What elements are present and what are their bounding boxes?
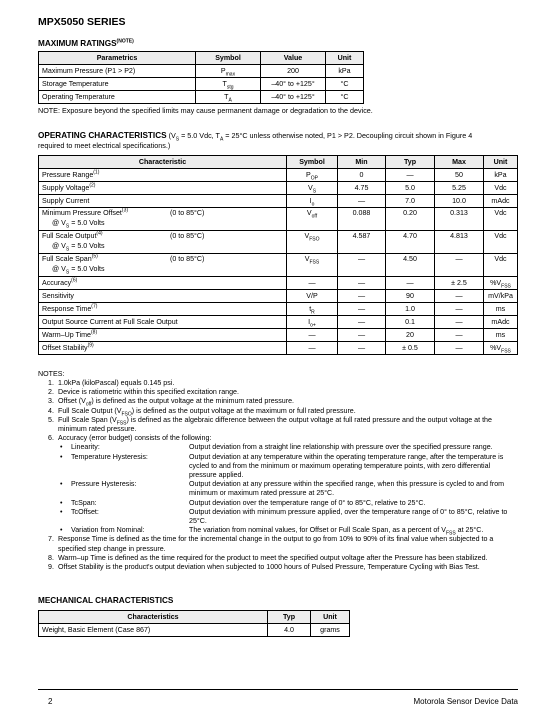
footer-rule — [38, 689, 518, 690]
bullet-item — [48, 526, 518, 535]
characteristic-cell — [39, 342, 287, 355]
condition-line — [42, 264, 283, 274]
note-item — [48, 388, 518, 397]
unit-text: Vdc — [494, 209, 507, 217]
value-cell: –40° to +125° — [261, 78, 326, 91]
op-chars-cond-b-sub: A — [219, 136, 224, 143]
col-header: Value — [261, 52, 326, 65]
characteristic-name: Sensitivity — [42, 291, 74, 300]
typ-cell: 7.0 — [386, 195, 435, 208]
symbol-sub: stg — [226, 83, 234, 90]
bullet-icon: • — [60, 498, 63, 507]
note-text: 1.0kPa (kiloPascal) equals 0.145 psi. — [58, 379, 175, 387]
op-chars-cond-line2: required to meet electrical specifications.) — [38, 141, 171, 150]
op-chars-heading: OPERATING CHARACTERISTICS — [38, 131, 167, 140]
col-header: Unit — [484, 156, 518, 169]
characteristic-name: Supply Voltage — [42, 183, 90, 192]
characteristic-sup: (7) — [91, 303, 98, 310]
note-text-a: Offset (V — [58, 397, 86, 406]
characteristic-cell — [39, 169, 287, 182]
min-cell: — — [338, 277, 386, 290]
condition-sub: S — [65, 223, 70, 230]
mech-unit-cell: grams — [311, 624, 350, 637]
characteristic-cell — [39, 208, 287, 231]
typ-cell: 5.0 — [386, 182, 435, 195]
unit-text: kPa — [494, 170, 507, 179]
table-row — [39, 329, 518, 342]
symbol-text: I — [309, 196, 312, 205]
unit-text: Vdc — [494, 232, 507, 240]
max-cell: — — [435, 329, 484, 342]
col-header: Parametrics — [39, 52, 196, 65]
bullet-item — [48, 499, 518, 508]
symbol-cell — [287, 195, 338, 208]
condition-b: = 5.0 Volts — [69, 219, 105, 227]
op-chars-cond-c: = 25°C unless otherwise noted, P1 > P2. Decoupling circuit shown in Figure 4 — [223, 131, 473, 140]
characteristic-line — [42, 208, 283, 218]
col-header: Symbol — [287, 156, 338, 169]
table-row — [39, 231, 518, 254]
symbol-cell — [287, 316, 338, 329]
max-cell: 5.25 — [435, 182, 484, 195]
note-number: 4. — [48, 406, 54, 415]
symbol-cell — [287, 329, 338, 342]
symbol-cell — [287, 303, 338, 316]
characteristic-line — [42, 317, 283, 328]
min-cell: — — [338, 316, 386, 329]
bullet-icon: • — [60, 452, 63, 461]
characteristic-cell — [39, 195, 287, 208]
max-cell: 10.0 — [435, 195, 484, 208]
note-text-a: Full Scale Span (V — [58, 415, 117, 424]
characteristic-sup: (9) — [87, 342, 94, 349]
param-cell: Operating Temperature — [39, 91, 196, 104]
note-item — [48, 434, 518, 443]
col-header: Min — [338, 156, 386, 169]
min-cell: 0 — [338, 169, 386, 182]
mech-name-cell: Weight, Basic Element (Case 867) — [39, 624, 268, 637]
table-row — [39, 277, 518, 290]
table-row — [39, 624, 350, 637]
condition-a: @ V — [52, 242, 66, 250]
min-cell: — — [338, 303, 386, 316]
characteristic-line — [42, 231, 283, 241]
bullet-item — [48, 480, 518, 498]
unit-cell: kPa — [326, 65, 364, 78]
note-number: 5. — [48, 415, 54, 424]
page-number: 2 — [48, 697, 53, 706]
characteristic-line — [42, 278, 283, 289]
unit-text: mAdc — [491, 317, 510, 326]
characteristic-sup: (8) — [91, 329, 98, 336]
table-row — [39, 91, 364, 104]
min-cell: — — [338, 195, 386, 208]
mech-typ-cell: 4.0 — [268, 624, 311, 637]
bullet-desc: Output deviation with minimum pressure applied, over the temperature range of 0° to 85°C, relative to 25°C. — [189, 507, 508, 526]
symbol-text: — — [308, 330, 316, 339]
symbol-cell — [287, 182, 338, 195]
max-cell: — — [435, 316, 484, 329]
unit-text: Vdc — [494, 255, 507, 263]
max-cell: — — [435, 303, 484, 316]
temp-range: (0 to 85°C) — [170, 255, 205, 263]
max-cell: 0.313 — [435, 208, 484, 231]
typ-cell: 0.1 — [386, 316, 435, 329]
symbol-cell — [196, 65, 261, 78]
bullet-desc-a: The variation from nominal values, for Offset or Full Scale Span, as a percent of V — [189, 526, 446, 535]
characteristic-line — [42, 254, 283, 264]
condition-a: @ V — [52, 219, 66, 227]
characteristic-name: Supply Current — [42, 196, 90, 205]
symbol-sub: S — [312, 187, 317, 194]
note-text: Response Time is defined as the time for the incremental change in the output to go from 10% to 90% of its final value when subjected to a specified step change in pressure. — [58, 535, 494, 553]
symbol-cell — [287, 342, 338, 355]
notes-heading: NOTES: — [38, 370, 65, 378]
table-row — [39, 182, 518, 195]
note-sub: FSO — [121, 411, 132, 418]
symbol-sub: off — [311, 213, 318, 220]
characteristic-cell — [39, 277, 287, 290]
col-header: Symbol — [196, 52, 261, 65]
unit-sub: FSS — [501, 347, 511, 354]
unit-cell — [484, 231, 518, 254]
unit-cell — [484, 208, 518, 231]
characteristic-sup: (4) — [96, 230, 103, 237]
characteristic-cell — [39, 329, 287, 342]
unit-text: mAdc — [491, 196, 510, 205]
bullet-term: Variation from Nominal: — [71, 526, 145, 535]
note-number: 2. — [48, 388, 54, 397]
characteristic-line — [42, 183, 283, 194]
bullet-icon: • — [60, 526, 63, 535]
max-ratings-heading-text: MAXIMUM RATINGS — [38, 39, 117, 48]
symbol-sub: A — [228, 96, 232, 103]
symbol-cell — [287, 169, 338, 182]
symbol-text: P — [306, 170, 311, 179]
note-sub: off — [85, 401, 92, 408]
bullet-desc-b: at 25°C. — [455, 526, 484, 535]
characteristic-name: Response Time — [42, 304, 92, 313]
max-cell: ± 2.5 — [435, 277, 484, 290]
typ-cell: 0.20 — [386, 208, 435, 231]
unit-text: Vdc — [494, 183, 507, 192]
note-number: 9. — [48, 563, 54, 572]
op-chars-body — [39, 169, 518, 355]
min-cell: — — [338, 329, 386, 342]
unit-cell — [484, 316, 518, 329]
note-text-b: ) is defined as the algebraic difference between the output voltage at full rated pressure and the output voltage at the minimum rated pressure. — [58, 415, 492, 434]
table-row — [39, 78, 364, 91]
footer-text: Motorola Sensor Device Data — [413, 697, 518, 706]
op-chars-heading-block — [38, 131, 518, 143]
note-text-b: ) is defined as the output voltage at the maximum or full rated pressure. — [131, 406, 356, 415]
symbol-text: V — [307, 183, 313, 192]
characteristic-name: Pressure Range — [42, 170, 94, 179]
unit-cell — [484, 195, 518, 208]
characteristic-cell — [39, 231, 287, 254]
symbol-sub: R — [311, 308, 315, 315]
note-text-a: Full Scale Output (V — [58, 406, 122, 415]
condition-b: = 5.0 Volts — [69, 265, 105, 273]
col-header: Max — [435, 156, 484, 169]
unit-text: ms — [495, 330, 506, 339]
condition-line — [42, 241, 283, 251]
symbol-text: T — [224, 92, 229, 101]
note-text: Warm–up Time is defined as the time required for the product to meet the specified output voltage after the Pressure has been stabilized. — [58, 553, 488, 562]
op-chars-cond-a-sub: S — [175, 136, 180, 143]
typ-cell: 1.0 — [386, 303, 435, 316]
symbol-text: I — [308, 317, 311, 326]
min-cell: — — [338, 342, 386, 355]
characteristic-line — [42, 196, 283, 207]
table-row — [39, 316, 518, 329]
param-cell: Maximum Pressure (P1 > P2) — [39, 65, 196, 78]
note-number: 1. — [48, 379, 54, 387]
table-row — [39, 169, 518, 182]
value-cell: 200 — [261, 65, 326, 78]
unit-text: %V — [490, 343, 502, 352]
bullet-term: TcSpan: — [71, 498, 97, 507]
symbol-text: P — [220, 66, 226, 75]
bullet-desc: Output deviation at any temperature within the operating temperature range, after the temperature is cycled to and from the minimum or maximum operating temperature points, with zero differential pressure applied. — [189, 452, 504, 480]
unit-cell — [484, 303, 518, 316]
max-ratings-heading — [38, 39, 134, 48]
bullet-icon: • — [60, 443, 63, 452]
unit-sub: FSS — [501, 282, 511, 289]
symbol-text: — — [308, 343, 316, 352]
symbol-sub: FSS — [309, 259, 320, 266]
col-header: Characteristics — [39, 611, 268, 624]
symbol-sub: OP — [310, 174, 318, 181]
unit-cell — [484, 182, 518, 195]
typ-cell: 4.50 — [386, 254, 435, 277]
characteristic-name: Warm–Up Time — [42, 330, 92, 339]
table-row — [39, 208, 518, 231]
unit-cell — [484, 329, 518, 342]
max-cell: 4.813 — [435, 231, 484, 254]
note-number: 8. — [48, 553, 54, 562]
unit-cell — [484, 290, 518, 303]
symbol-cell — [287, 254, 338, 277]
bullet-desc: Output deviation over the temperature range of 0° to 85°C, relative to 25°C. — [189, 498, 426, 507]
value-cell: –40° to +125° — [261, 91, 326, 104]
col-header: Typ — [268, 611, 311, 624]
characteristic-name: Minimum Pressure Offset — [42, 209, 122, 217]
characteristic-line — [42, 343, 283, 354]
typ-cell: — — [386, 169, 435, 182]
table-row — [39, 303, 518, 316]
symbol-text: — — [308, 278, 316, 287]
symbol-cell — [196, 78, 261, 91]
bullet-item — [48, 508, 518, 526]
note-text: Accuracy (error budget) consists of the following: — [58, 434, 212, 443]
notes-list — [48, 379, 518, 572]
characteristic-name: Full Scale Output — [42, 232, 97, 240]
characteristic-sup: (3) — [121, 207, 129, 214]
bullet-term: Temperature Hysteresis: — [71, 452, 148, 461]
max-cell: — — [435, 342, 484, 355]
bullet-desc — [189, 526, 514, 535]
note-item — [48, 563, 518, 572]
max-cell: — — [435, 254, 484, 277]
min-cell: 0.088 — [338, 208, 386, 231]
mech-heading: MECHANICAL CHARACTERISTICS — [38, 596, 174, 605]
symbol-cell — [287, 277, 338, 290]
symbol-sub: o+ — [310, 321, 316, 328]
symbol-sub: max — [225, 70, 236, 77]
bullet-desc: Output deviation from a straight line relationship with pressure over the specified pressure range. — [189, 443, 493, 452]
col-header: Unit — [311, 611, 350, 624]
symbol-cell — [287, 290, 338, 303]
symbol-cell — [287, 231, 338, 254]
symbol-text: V/P — [306, 291, 318, 300]
unit-cell — [484, 254, 518, 277]
bullet-term: Pressure Hysteresis: — [71, 480, 137, 489]
characteristic-sup: (2) — [89, 182, 96, 189]
unit-text: %V — [490, 278, 502, 287]
max-ratings-heading-sup: (NOTE) — [116, 38, 134, 45]
characteristic-line — [42, 291, 283, 302]
characteristic-name: Accuracy — [42, 278, 72, 287]
min-cell: — — [338, 254, 386, 277]
unit-text: ms — [495, 304, 506, 313]
unit-text: mV/kPa — [488, 291, 513, 300]
unit-cell — [484, 342, 518, 355]
bullet-desc: Output deviation at any pressure within the specified range, when this pressure is cycled to and from minimum or maximum rated pressure at 25°C. — [189, 480, 505, 498]
min-cell: — — [338, 290, 386, 303]
unit-cell: °C — [326, 78, 364, 91]
max-cell: — — [435, 290, 484, 303]
characteristic-line — [42, 330, 283, 341]
characteristic-cell — [39, 254, 287, 277]
symbol-text: T — [222, 79, 227, 88]
symbol-sub: FSO — [309, 236, 320, 243]
table-row — [39, 290, 518, 303]
bullet-term: Linearity: — [71, 443, 100, 452]
param-cell: Storage Temperature — [39, 78, 196, 91]
symbol-sub: o — [311, 200, 315, 207]
characteristic-sup: (1) — [93, 169, 100, 176]
typ-cell: — — [386, 277, 435, 290]
symbol-cell — [287, 208, 338, 231]
note-item — [48, 535, 518, 553]
bullet-desc-sub: FSS — [445, 530, 456, 537]
characteristic-cell — [39, 182, 287, 195]
condition-sub: S — [65, 246, 70, 253]
col-header: Typ — [386, 156, 435, 169]
characteristic-cell — [39, 316, 287, 329]
bullet-icon: • — [60, 507, 63, 516]
bullet-item — [48, 443, 518, 452]
note-text-b: ) is defined as the output voltage at the minimum rated pressure. — [91, 397, 295, 406]
max-ratings-table — [38, 51, 364, 104]
symbol-text: V — [304, 232, 310, 240]
min-cell: 4.75 — [338, 182, 386, 195]
note-item — [48, 554, 518, 563]
temp-range: (0 to 85°C) — [170, 209, 205, 217]
characteristic-line — [42, 304, 283, 315]
bullet-icon: • — [60, 480, 63, 489]
condition-b: = 5.0 Volts — [69, 242, 105, 250]
op-chars-cond-a: (V — [166, 131, 176, 140]
symbol-cell — [196, 91, 261, 104]
temp-range: (0 to 85°C) — [170, 232, 205, 240]
characteristic-sup: (6) — [71, 277, 78, 284]
note-text: Device is ratiometric within this specified excitation range. — [58, 388, 239, 397]
mech-table — [38, 610, 350, 637]
condition-sub: S — [65, 269, 70, 276]
note-item — [48, 397, 518, 406]
col-header: Characteristic — [39, 156, 287, 169]
characteristic-cell — [39, 290, 287, 303]
table-row — [39, 195, 518, 208]
unit-cell: °C — [326, 91, 364, 104]
note-item — [48, 379, 518, 388]
note-item — [48, 416, 518, 434]
col-header: Unit — [326, 52, 364, 65]
typ-cell: 90 — [386, 290, 435, 303]
note-number: 6. — [48, 434, 54, 443]
symbol-text: V — [306, 209, 312, 217]
characteristic-line — [42, 170, 283, 181]
max-ratings-note: NOTE: Exposure beyond the specified limits may cause permanent damage or degradation to the device. — [38, 106, 373, 115]
note-sub: FSS — [116, 420, 127, 427]
condition-a: @ V — [52, 265, 66, 273]
characteristic-sup: (5) — [91, 253, 98, 260]
typ-cell: 4.70 — [386, 231, 435, 254]
table-row — [39, 65, 364, 78]
max-cell: 50 — [435, 169, 484, 182]
characteristic-name: Output Source Current at Full Scale Output — [42, 317, 178, 326]
bullet-item — [48, 453, 518, 481]
symbol-text: V — [304, 255, 310, 263]
op-chars-cond-b: = 5.0 Vdc, T — [179, 131, 220, 140]
note-text: Offset Stability is the product's output deviation when subjected to 1000 hours of Pulsed Pressure, Temperature Cycling with Bias Test. — [58, 563, 480, 572]
typ-cell: 20 — [386, 329, 435, 342]
unit-cell — [484, 169, 518, 182]
symbol-text: t — [309, 304, 312, 313]
characteristic-cell — [39, 303, 287, 316]
bullet-term: TcOffset: — [71, 507, 99, 516]
unit-cell — [484, 277, 518, 290]
op-chars-table — [38, 155, 518, 355]
note-number: 3. — [48, 397, 54, 406]
note-number: 7. — [48, 535, 54, 544]
typ-cell: ± 0.5 — [386, 342, 435, 355]
min-cell: 4.587 — [338, 231, 386, 254]
note-item — [48, 407, 518, 416]
table-row — [39, 342, 518, 355]
page-title: MPX5050 SERIES — [38, 16, 126, 28]
characteristic-name: Offset Stability — [42, 343, 88, 352]
characteristic-name: Full Scale Span — [42, 255, 92, 263]
table-row — [39, 254, 518, 277]
condition-line — [42, 218, 283, 228]
